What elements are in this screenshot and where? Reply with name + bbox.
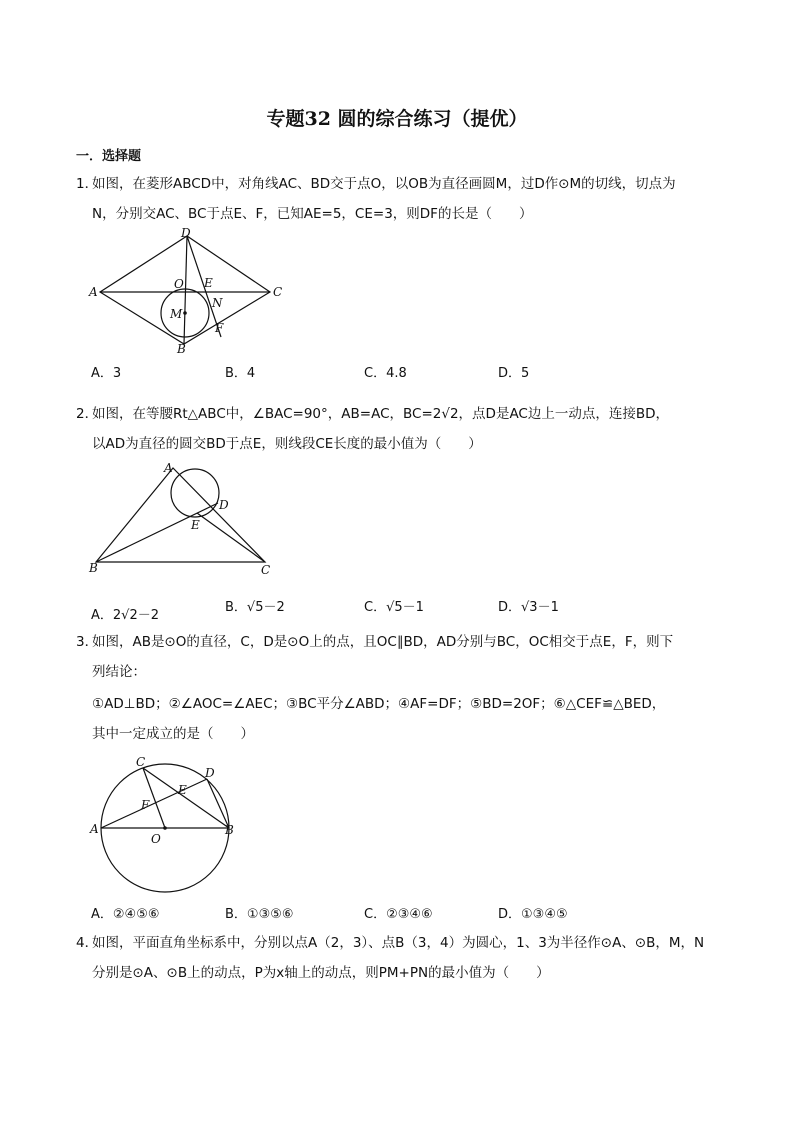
triangle-abc: [96, 468, 265, 562]
option-d[interactable]: D．5: [498, 366, 530, 381]
option-a[interactable]: A．②④⑤⑥: [91, 907, 160, 922]
question-number: 2．: [76, 406, 99, 422]
label-a: A: [164, 461, 173, 475]
center-point-o: [163, 826, 167, 830]
question-number: 3．: [76, 634, 99, 650]
diagonal-bd: [184, 236, 187, 344]
circle-ad: [171, 469, 219, 517]
question-text-line: 如图，平面直角坐标系中，分别以点A（2，3）、点B（3，4）为圆心，1、3为半径作⊙A、⊙B，M，N: [92, 935, 705, 951]
option-b[interactable]: B．√5－2: [225, 600, 285, 615]
label-m: M: [170, 307, 183, 321]
question-text-line: 如图，AB是⊙O的直径，C，D是⊙O上的点，且OC∥BD，AD分别与BC，OC相交于点E，F，则下: [92, 634, 674, 650]
label-e: E: [178, 783, 187, 797]
right-triangle-circle-figure: [84, 458, 284, 578]
label-a: A: [90, 822, 99, 836]
page-title: 专题32 圆的综合练习（提优）: [266, 108, 528, 130]
label-d: D: [205, 766, 215, 780]
label-c: C: [136, 755, 146, 769]
label-c: C: [273, 285, 283, 299]
question-text-line: N，分别交AC、BC于点E、F，已知AE=5，CE=3，则DF的长是（ ）: [92, 206, 533, 222]
label-b: B: [177, 342, 186, 356]
segment-bd: [96, 503, 218, 562]
rhombus-circle-figure: [84, 225, 304, 360]
label-d: D: [181, 226, 191, 240]
option-d[interactable]: D．①③④⑤: [498, 907, 568, 922]
option-b[interactable]: B．①③⑤⑥: [225, 907, 294, 922]
label-d: D: [219, 498, 229, 512]
question-number: 4．: [76, 935, 99, 951]
segment-ce: [197, 513, 265, 562]
label-e: E: [191, 518, 200, 532]
label-b: B: [89, 561, 98, 575]
option-d[interactable]: D．√3－1: [498, 600, 559, 615]
option-a[interactable]: A．3: [91, 366, 122, 381]
question-text-line: 如图，在菱形ABCD中，对角线AC、BD交于点O，以OB为直径画圆M，过D作⊙M的切线，切点为: [92, 176, 676, 192]
option-c[interactable]: C．√5－1: [364, 600, 424, 615]
question-text-line: ①AD⊥BD；②∠AOC=∠AEC；③BC平分∠ABD；④AF=DF；⑤BD=2OF；⑥△CEF≌△BED，: [92, 696, 666, 712]
label-f: F: [141, 798, 150, 812]
question-text-line: 以AD为直径的圆交BD于点E，则线段CE长度的最小值为（ ）: [92, 436, 482, 452]
label-c: C: [261, 563, 271, 577]
question-text-line: 其中一定成立的是（ ）: [92, 726, 254, 742]
option-c[interactable]: C．②③④⑥: [364, 907, 433, 922]
option-c[interactable]: C．4.8: [364, 366, 407, 381]
question-text-line: 分别是⊙A、⊙B上的动点，P为x轴上的动点，则PM+PN的最小值为（ ）: [92, 965, 550, 981]
label-f: F: [215, 321, 224, 335]
label-o: O: [151, 832, 161, 846]
option-b[interactable]: B．4: [225, 366, 256, 381]
option-a[interactable]: A．2√2－2: [91, 608, 159, 623]
section-heading: 一．选择题: [76, 149, 142, 164]
label-n: N: [212, 296, 223, 310]
question-text-line: 列结论：: [92, 664, 146, 680]
label-b: B: [225, 823, 234, 837]
label-a: A: [89, 285, 98, 299]
center-point-m: [183, 311, 187, 315]
circle-diameter-figure: [84, 752, 254, 900]
label-o: O: [174, 277, 184, 291]
question-text-line: 如图，在等腰Rt△ABC中，∠BAC=90°，AB=AC，BC=2√2，点D是AC边上一动点，连接BD，: [92, 406, 670, 422]
label-e: E: [204, 276, 213, 290]
question-number: 1．: [76, 176, 99, 192]
